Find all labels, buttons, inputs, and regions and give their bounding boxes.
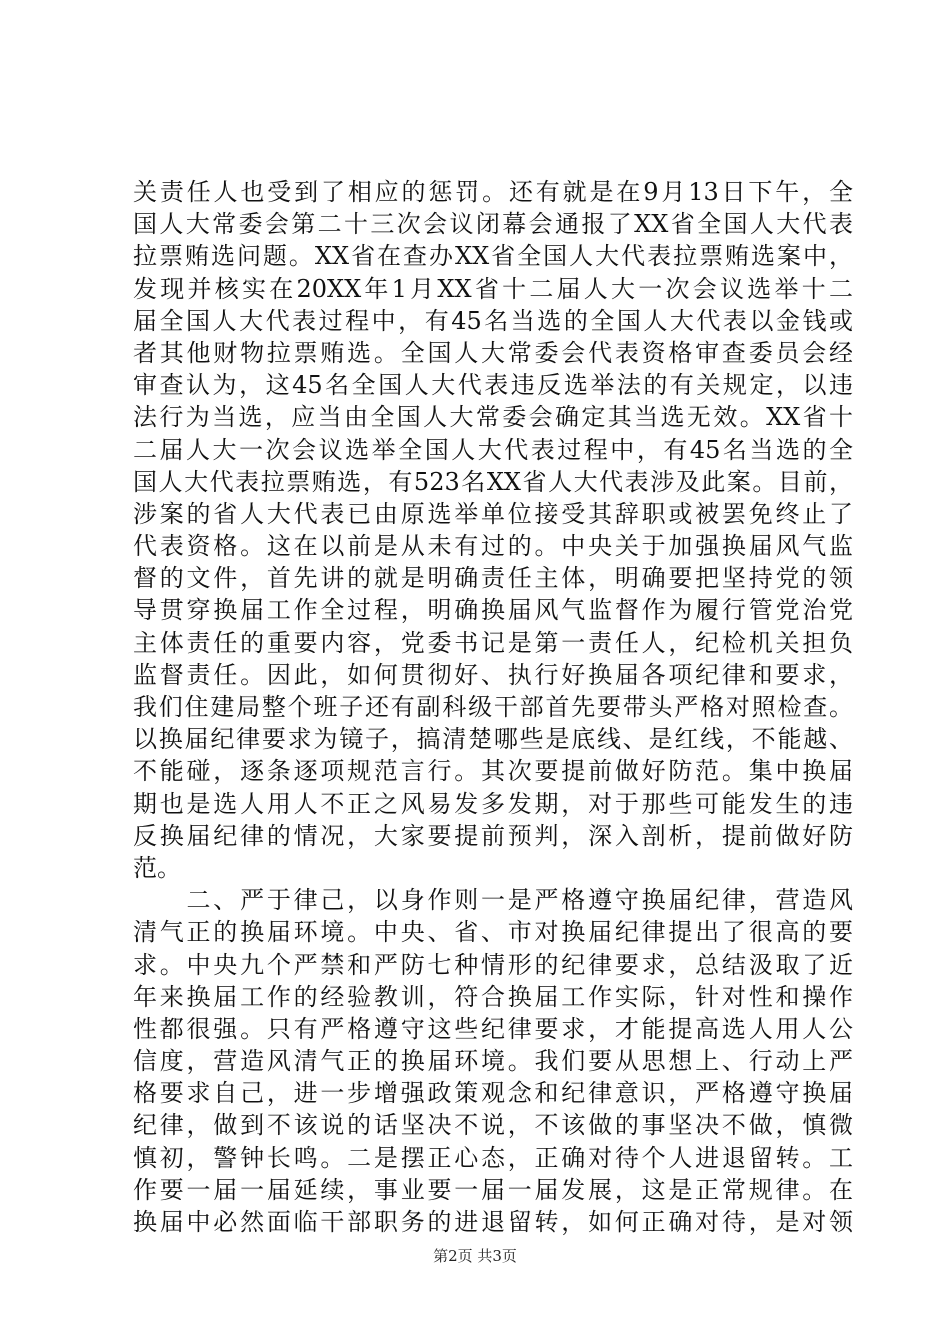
text-line: 信度，营造风清气正的换届环境。我们要从思想上、行动上严 (133, 1047, 853, 1076)
text-line: 求。中央九个严禁和严防七种情形的纪律要求，总结汲取了近 (133, 950, 853, 979)
text-line: 届全国人大代表过程中，有45名当选的全国人大代表以金钱或 (133, 306, 853, 335)
text-line: 慎初，警钟长鸣。二是摆正心态，正确对待个人进退留转。工 (133, 1143, 853, 1172)
text-line: 国人大代表拉票贿选，有523名XX省人大代表涉及此案。目前， (133, 467, 853, 496)
text-line: 换届中必然面临干部职务的进退留转，如何正确对待，是对领 (133, 1208, 853, 1236)
text-line: 二届人大一次会议选举全国人大代表过程中，有45名当选的全 (133, 435, 853, 464)
text-line: 以换届纪律要求为镜子，搞清楚哪些是底线、是红线，不能越、 (133, 725, 853, 754)
text-line: 国人大常委会第二十三次会议闭幕会通报了XX省全国人大代表 (133, 210, 853, 239)
text-line: 期也是选人用人不正之风易发多发期，对于那些可能发生的违 (133, 789, 853, 818)
text-line: 涉案的省人大代表已由原选举单位接受其辞职或被罢免终止了 (133, 499, 853, 528)
text-line: 我们住建局整个班子还有副科级干部首先要带头严格对照检查。 (133, 693, 853, 721)
text-line: 清气正的换届环境。中央、省、市对换届纪律提出了很高的要 (133, 918, 853, 947)
text-line: 法行为当选，应当由全国人大常委会确定其当选无效。XX省十 (133, 403, 853, 432)
text-line: 监督责任。因此，如何贯彻好、执行好换届各项纪律和要求， (133, 660, 853, 689)
text-line: 者其他财物拉票贿选。全国人大常委会代表资格审查委员会经 (133, 338, 853, 367)
text-line: 格要求自己，进一步增强政策观念和纪律意识，严格遵守换届 (133, 1079, 853, 1108)
text-line: 不能碰，逐条逐项规范言行。其次要提前做好防范。集中换届 (133, 757, 853, 786)
text-line: 性都很强。只有严格遵守这些纪律要求，才能提高选人用人公 (133, 1014, 853, 1043)
text-line: 反换届纪律的情况，大家要提前预判，深入剖析，提前做好防 (133, 821, 853, 850)
text-line: 范。 (133, 853, 181, 882)
text-line: 代表资格。这在以前是从未有过的。中央关于加强换届风气监 (133, 532, 853, 561)
page-number-footer: 第2页 共3页 (433, 1247, 517, 1265)
text-line: 导贯穿换届工作全过程，明确换届风气监督作为履行管党治党 (133, 596, 853, 625)
paragraph-start-line: 二、严于律己，以身作则一是严格遵守换届纪律，营造风 (133, 886, 853, 915)
text-line: 作要一届一届延续，事业要一届一届发展，这是正常规律。在 (133, 1175, 853, 1204)
text-line: 督的文件，首先讲的就是明确责任主体，明确要把坚持党的领 (133, 564, 853, 593)
text-line: 拉票贿选问题。XX省在查办XX省全国人大代表拉票贿选案中， (133, 242, 853, 271)
body-text (133, 176, 853, 1238)
text-line: 纪律，做到不该说的话坚决不说，不该做的事坚决不做，慎微 (133, 1111, 853, 1140)
text-line: 主体责任的重要内容，党委书记是第一责任人，纪检机关担负 (133, 628, 853, 657)
text-line: 年来换届工作的经验教训，符合换届工作实际，针对性和操作 (133, 982, 853, 1011)
text-line: 关责任人也受到了相应的惩罚。还有就是在9月13日下午，全 (133, 178, 853, 206)
text-line: 审查认为，这45名全国人大代表违反选举法的有关规定，以违 (133, 371, 853, 400)
text-line: 发现并核实在20XX年1月XX省十二届人大一次会议选举十二 (133, 274, 853, 303)
